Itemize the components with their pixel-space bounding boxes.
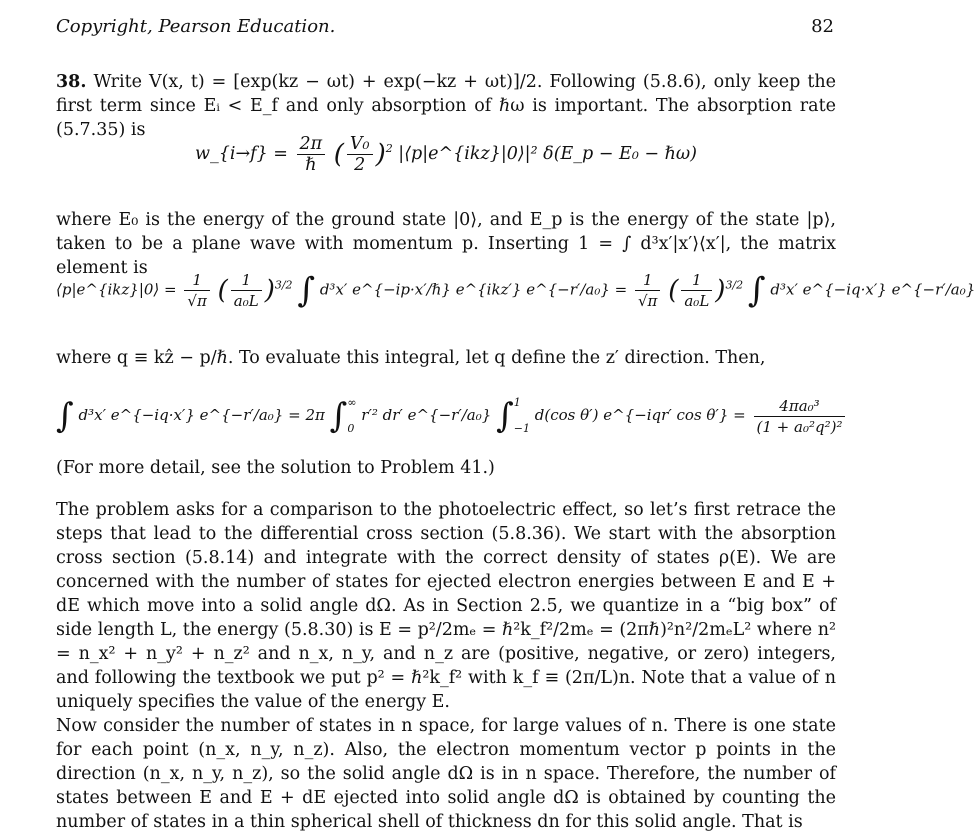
paragraph-photoelectric: The problem asks for a comparison to the photoelectric effect, so let’s first retrace the steps that lead to the differential cross section (5.8.36). We start with the absorption cross section (5.8.14) and integrate with the correct density of states ρ(E). We are concerned with the number of states for ejected electron energies between E and E + dE which move into a solid angle dΩ. As in Section 2.5, we quantize in a “big box” of side length L, the energy (5.8.30) is E = p²/2mₑ = ℏ²k_f²/2mₑ = (2πℏ)²n²/2mₑL² where n² = n_x² + n_y² + n_z² and n_x, n_y, and n_z are (positive, negative, or zero) integers, and following the textbook we put p² = ℏ²k_f² with k_f ≡ (2π/L)n. Note that a value of n uniquely specifies the value of the energy E.	[56, 500, 836, 712]
eq3-lhs: d³x′ e^{−iq·x′} e^{−r′/a₀} = 2π	[78, 406, 325, 424]
eq2-lhs: ⟨p|e^{ikz}|0⟩ =	[56, 280, 177, 299]
copyright-text: Copyright, Pearson Education.	[56, 16, 336, 37]
eq1-lhs: w_{i→f} =	[194, 144, 288, 164]
eq1-frac-num: 2π	[297, 134, 326, 155]
integral-sign: ∫	[329, 396, 348, 436]
eq2-frac1: $\frac{1}{√\pi}$	[184, 270, 209, 311]
integral-sign: ∫	[747, 270, 766, 311]
page-number: 82	[811, 16, 834, 37]
equation-integral-evaluation: ∫ d³x′ e^{−iq·x′} e^{−r′/a₀} = 2π ∫ ∞ 0 r′² dr′ e^{−r′/a₀} ∫ 1 −1 d(cos θ′) e^{−iqr′ cos θ′} = $\frac{\text{4πa₀³}}{\text{(1 + a₀²q²)²}}$	[56, 390, 836, 450]
eq1-frac-den: ℏ	[305, 155, 317, 175]
paragraph-reference-note: (For more detail, see the solution to Problem 41.)	[56, 458, 495, 478]
integral-sign: ∫	[496, 396, 514, 436]
eq3-result: $\frac{\text{4πa₀³}}{\text{(1 + a₀²q²)²}}$	[754, 396, 846, 437]
eq1-paren-den: 2	[354, 155, 366, 175]
integral-sign: ∫	[56, 396, 74, 436]
eq2-integrand2: d³x′ e^{−iq·x′} e^{−r′/a₀}	[770, 280, 975, 299]
eq1-fraction	[297, 134, 326, 175]
eq1-paren-num: V₀	[347, 134, 373, 155]
problem-number: 38.	[56, 72, 87, 92]
paragraph-n-space: Now consider the number of states in n space, for large values of n. There is one state for each point (n_x, n_y, n_z). Also, the electron momentum vector p points in the direction (n_x, n_y, n_z), so the solid angle dΩ is in n space. Therefore, the number of states between E and E + dE ejected into solid angle dΩ is obtained by counting the number of states in a thin spherical shell of thickness dn for this solid angle. That is	[56, 716, 836, 832]
page-header	[56, 16, 834, 42]
paragraph-intro	[56, 70, 836, 142]
eq1-rest: |⟨p|e^{ikz}|0⟩|² δ(E_p − E₀ − ℏω)	[398, 144, 697, 164]
eq3-end: d(cos θ′) e^{−iqr′ cos θ′} =	[534, 406, 746, 424]
eq2-paren1: $\frac{1}{\text{a₀L}}$	[231, 270, 262, 311]
eq3-mid: r′² dr′ e^{−r′/a₀}	[361, 406, 492, 424]
integral-sign: ∫	[297, 270, 316, 311]
equation-matrix-element: ⟨p|e^{ikz}|0⟩ = $\frac{1}{√\pi}$ ( $\frac{1}{\text{a₀L}}$ )$^{3/2}$ ∫ d³x′ e^{−ip·x′/ℏ} e^{ikz′} e^{−r′/a₀} = $\frac{1}{√\pi}$ ( $\frac{1}{\text{a₀L}}$ )$^{3/2}$ ∫ d³x′ e^{−iq·x′} e^{−r′/a₀}	[56, 270, 975, 311]
paragraph-intro-text: Write V(x, t) = [exp(kz − ωt) + exp(−kz + ωt)]/2. Following (5.8.6), only keep the first term since Eᵢ < E_f and only absorption of ℏω is important. The absorption rate (5.7.35) is	[56, 72, 836, 140]
eq1-paren-fraction	[347, 134, 373, 175]
eq2-integrand1: d³x′ e^{−ip·x′/ℏ} e^{ikz′} e^{−r′/a₀} =	[319, 280, 628, 299]
eq2-paren2: $\frac{1}{\text{a₀L}}$	[681, 270, 712, 311]
eq2-frac2: $\frac{1}{√\pi}$	[635, 270, 660, 311]
paragraph-matrix-element: where E₀ is the energy of the ground state |0⟩, and E_p is the energy of the state |p⟩, taken to be a plane wave with momentum p. Inserting 1 = ∫ d³x′|x′⟩⟨x′|, the matrix element is	[56, 210, 836, 278]
equation-absorption-rate: w_{i→f} = $\frac{2\pi}{\text{ℏ}}$ ( $\frac{\text{V₀}}{2}$ )$^2$ |⟨p|e^{ikz}|0⟩|² δ(E_p − E₀ − ℏω)	[194, 134, 697, 175]
paragraph-q-definition: where q ≡ kẑ − p/ℏ. To evaluate this integral, let q define the z′ direction. Then,	[56, 348, 766, 368]
